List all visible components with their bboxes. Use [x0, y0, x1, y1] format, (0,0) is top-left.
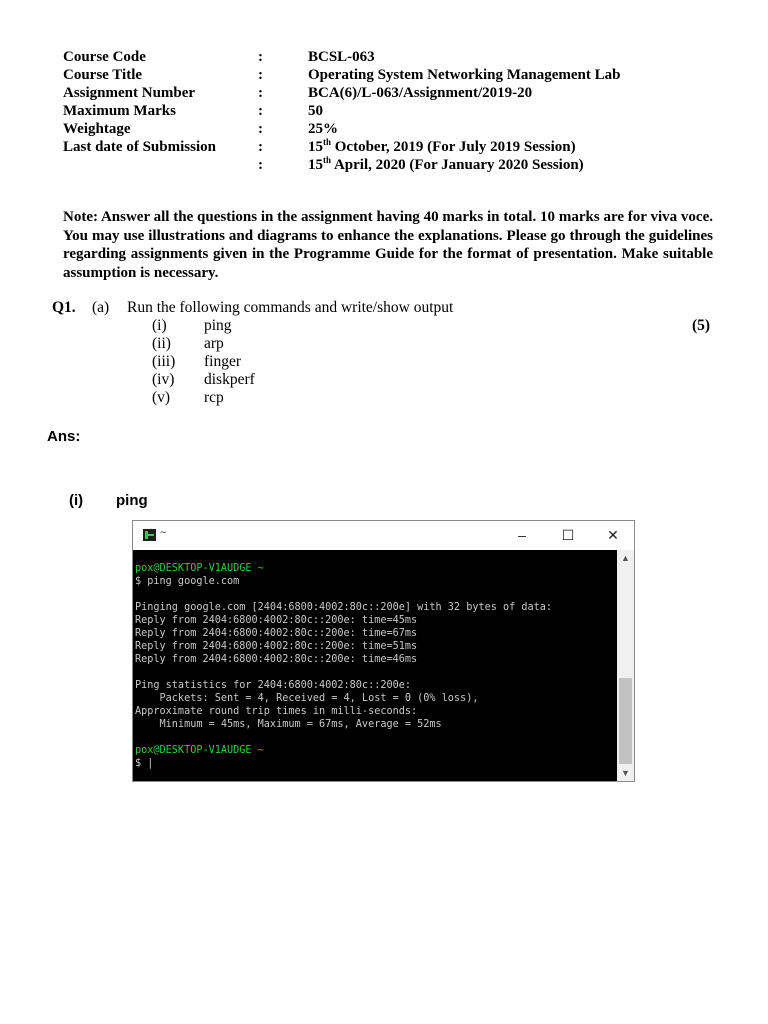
- info-value: 50: [308, 103, 323, 119]
- command-name: finger: [204, 353, 242, 370]
- terminal-line: Approximate round trip times in milli-seconds:: [135, 706, 418, 717]
- terminal-output[interactable]: [133, 550, 617, 781]
- terminal-line: Pinging google.com [2404:6800:4002:80c::200e] with 32 bytes of data:: [135, 602, 553, 613]
- question-text: Run the following commands and write/show output: [127, 299, 454, 316]
- minimize-icon[interactable]: –: [518, 527, 526, 543]
- info-colon: :: [258, 49, 263, 65]
- command-name: arp: [204, 335, 224, 352]
- command-item: [152, 353, 241, 371]
- subsection-command: ping: [116, 492, 148, 509]
- info-value: BCSL-063: [308, 49, 375, 65]
- command-item: [152, 371, 255, 389]
- date-rest: April, 2020 (For January 2020 Session): [331, 157, 584, 173]
- info-value: [308, 156, 584, 174]
- maximize-icon[interactable]: ☐: [561, 527, 575, 543]
- terminal-line: Minimum = 45ms, Maximum = 67ms, Average = 52ms: [135, 719, 442, 730]
- command-roman: (iv): [152, 371, 175, 388]
- date-suffix: th: [323, 137, 332, 147]
- subsection-number: (i): [69, 492, 84, 509]
- question-number: Q1.: [52, 299, 76, 316]
- terminal-line: [135, 666, 552, 679]
- command-item: [152, 389, 224, 407]
- command-roman: (i): [152, 317, 167, 334]
- terminal-line: Reply from 2404:6800:4002:80c::200e: time=67ms: [135, 628, 418, 639]
- scroll-thumb[interactable]: [619, 678, 632, 764]
- terminal-line: [135, 588, 552, 601]
- date-day: 15: [308, 139, 323, 155]
- info-value: [308, 138, 576, 156]
- terminal-line: Packets: Sent = 4, Received = 4, Lost = 0 (0% loss),: [135, 693, 479, 704]
- command-name: rcp: [204, 389, 224, 406]
- info-colon: :: [258, 139, 263, 155]
- date-suffix: th: [323, 155, 332, 165]
- info-colon: :: [258, 121, 263, 137]
- date-rest: October, 2019 (For July 2019 Session): [331, 139, 576, 155]
- assignment-note: Note: Answer all the questions in the assignment having 40 marks in total. 10 marks are for viva voce. You may use illustrations and diagrams to enhance the explanations. Please go through the guidelines regarding assignments given in the Programme Guide for the format of presentation. Make suitable assumption is necessary.: [63, 209, 713, 281]
- terminal-line: [135, 731, 552, 744]
- info-label: Course Code: [63, 49, 146, 65]
- scroll-down-icon[interactable]: ▼: [621, 768, 630, 778]
- command-item: [152, 317, 232, 335]
- info-label: Assignment Number: [63, 85, 196, 101]
- terminal-line: pox@DESKTOP-V1AUDGE ~: [135, 563, 264, 574]
- info-colon: :: [258, 67, 263, 83]
- command-roman: (iii): [152, 353, 176, 370]
- command-name: ping: [204, 317, 232, 334]
- terminal-line: Reply from 2404:6800:4002:80c::200e: time=51ms: [135, 641, 418, 652]
- terminal-app-icon: [143, 529, 156, 541]
- info-label: Course Title: [63, 67, 143, 83]
- terminal-line: $ ping google.com: [135, 576, 240, 587]
- terminal-line: Reply from 2404:6800:4002:80c::200e: time=46ms: [135, 654, 418, 665]
- info-colon: :: [258, 85, 263, 101]
- info-value: 25%: [308, 121, 338, 137]
- info-label: Weightage: [63, 121, 131, 137]
- terminal-title: ~: [160, 527, 167, 539]
- command-item: [152, 335, 224, 353]
- question-marks: (5): [692, 317, 711, 334]
- info-value: BCA(6)/L-063/Assignment/2019-20: [308, 85, 533, 101]
- info-label: Maximum Marks: [63, 103, 176, 119]
- answer-label: Ans:: [47, 428, 81, 445]
- info-label: Last date of Submission: [63, 139, 216, 155]
- terminal-titlebar: [133, 521, 634, 550]
- terminal-window: [132, 520, 635, 782]
- command-roman: (v): [152, 389, 171, 406]
- terminal-line: $ |: [135, 758, 154, 769]
- date-day: 15: [308, 157, 323, 173]
- terminal-lines: [135, 562, 552, 770]
- terminal-line: pox@DESKTOP-V1AUDGE ~: [135, 745, 264, 756]
- info-colon: :: [258, 157, 263, 173]
- info-colon: :: [258, 103, 263, 119]
- terminal-scrollbar[interactable]: [617, 550, 634, 781]
- scroll-up-icon[interactable]: ▲: [621, 553, 630, 563]
- info-value: Operating System Networking Management Lab: [308, 67, 621, 83]
- question-part: (a): [92, 299, 110, 316]
- terminal-line: Ping statistics for 2404:6800:4002:80c::200e:: [135, 680, 412, 691]
- command-roman: (ii): [152, 335, 171, 352]
- close-icon[interactable]: ✕: [607, 527, 619, 543]
- terminal-line: Reply from 2404:6800:4002:80c::200e: time=45ms: [135, 615, 418, 626]
- command-name: diskperf: [204, 371, 255, 388]
